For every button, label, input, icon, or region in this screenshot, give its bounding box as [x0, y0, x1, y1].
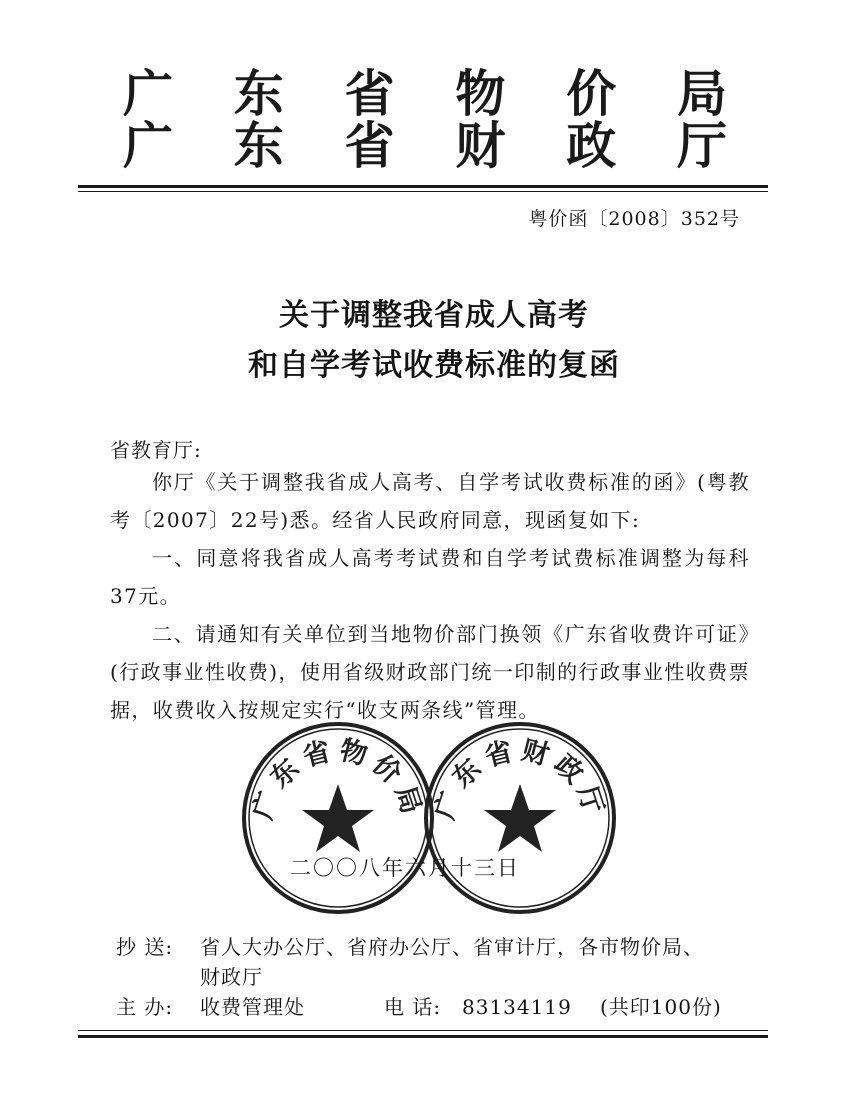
- paragraph-intro: 你厅《关于调整我省成人高考、自学考试收费标准的函》(粤教考〔2007〕22号)悉。经省人民政府同意，现函复如下:: [110, 470, 750, 532]
- issue-date: 二〇〇八年六月十三日: [290, 856, 520, 880]
- document-title-line-2: 和自学考试收费标准的复函: [248, 348, 620, 383]
- agency-char: 政: [566, 117, 617, 175]
- agency-char: 财: [455, 117, 506, 175]
- seal-text-finance-dept: 广东省财政厅: [429, 734, 611, 824]
- header-rule-thin: [78, 191, 768, 192]
- agency-char: 省: [344, 65, 395, 123]
- agency-char: 广: [123, 117, 173, 175]
- seal-finance-dept: [420, 718, 620, 918]
- document-title-line-1: 关于调整我省成人高考: [279, 298, 589, 333]
- agency-char: 物: [455, 65, 506, 123]
- agency-char: 广: [123, 65, 173, 123]
- document-number: 粤价函〔2008〕352号: [528, 208, 740, 230]
- footer-rule-thick: [78, 1035, 768, 1038]
- seal-stamp-graphic: [420, 718, 620, 918]
- seal-text-price-bureau: 广东省物价局: [247, 734, 429, 824]
- agency-char: 价: [566, 65, 617, 123]
- host-value: 收费管理处: [200, 995, 305, 1019]
- addressee: 省教育厅:: [110, 438, 202, 462]
- header-rule-thick: [78, 185, 768, 188]
- star-icon: [302, 784, 374, 852]
- agency-char: 东: [233, 65, 284, 123]
- agency-char: 局: [676, 65, 727, 123]
- agency-char: 东: [233, 117, 284, 175]
- phone-label: 电 话:: [384, 995, 442, 1019]
- agency-name-finance-dept: [120, 118, 730, 174]
- cc-recipients-line-2: 财政厅: [200, 965, 263, 989]
- phone-value: 83134119: [462, 995, 572, 1019]
- footer-rule-thin: [78, 1030, 768, 1031]
- star-icon: [484, 784, 556, 852]
- agency-char: 厅: [676, 117, 727, 175]
- paragraph-item-1: 一、同意将我省成人高考考试费和自学考试费标准调整为每科37元。: [110, 546, 750, 608]
- seal-stamp-graphic: [238, 718, 438, 918]
- paragraph-item-2: 二、请通知有关单位到当地物价部门换领《广东省收费许可证》(行政事业性收费)，使用省级财政部门统一印制的行政事业性收费票据，收费收入按规定实行“收支两条线”管理。: [110, 622, 750, 722]
- body-text: [110, 463, 750, 729]
- agency-name-price-bureau: [120, 66, 730, 122]
- cc-label: 抄 送:: [116, 935, 174, 959]
- copies-count: (共印100份): [600, 995, 722, 1019]
- host-label: 主 办:: [116, 995, 174, 1019]
- cc-recipients-line-1: 省人大办公厅、省府办公厅、省审计厅，各市物价局、: [200, 935, 704, 959]
- agency-char: 省: [344, 117, 395, 175]
- seal-price-bureau: [238, 718, 438, 918]
